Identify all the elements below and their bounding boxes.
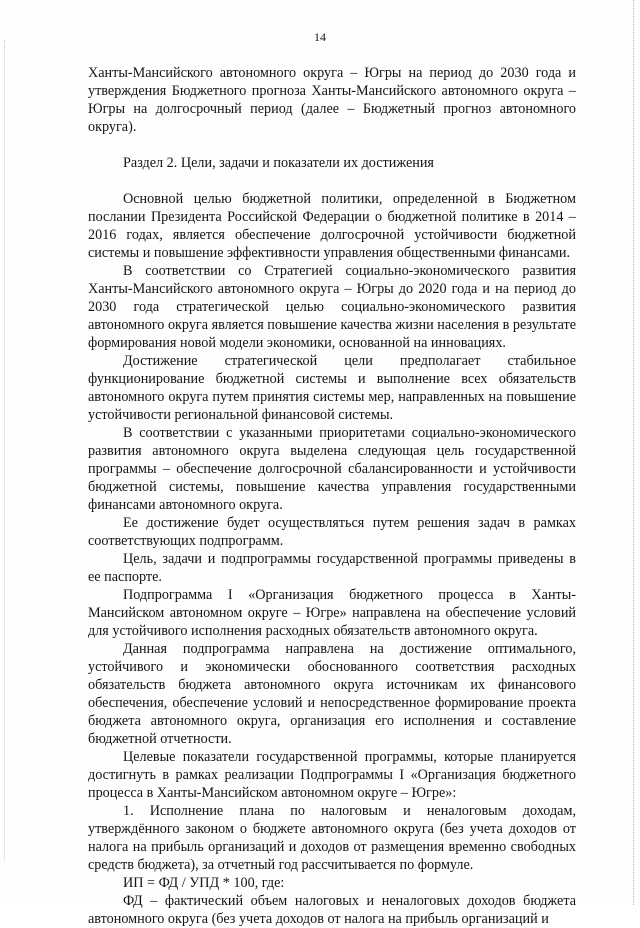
paragraph: Данная подпрограмма направлена на достижение оптимального, устойчивого и экономически обоснованного соответствия расходных обязательств бюджета автономного округа источникам их финансового обеспечения, обеспечение условий и непосредственное формирование проекта бюджета автономного округа, организация его исполнения и составление бюджетной отчетности. xyxy=(88,641,576,747)
section-heading: Раздел 2. Цели, задачи и показатели их достижения xyxy=(123,155,434,171)
paragraph: Ее достижение будет осуществляться путем решения задач в рамках соответствующих подпрограмм. xyxy=(88,515,576,549)
page-edge-left xyxy=(4,40,5,860)
paragraph-intro: Ханты-Мансийского автономного округа – Югры на период до 2030 года и утверждения Бюджетного прогноза Ханты-Мансийского автономного округа – Югры на долгосрочный период (далее – Бюджетный прогноз автономного округа). xyxy=(88,65,576,135)
paragraph: Основной целью бюджетной политики, определенной в Бюджетном послании Президента Российской Федерации о бюджетной политике в 2014 – 2016 годах, является обеспечение долгосрочной устойчивости бюджетной системы и повышение эффективности управления общественными финансами. xyxy=(88,191,576,261)
paragraph: ФД – фактический объем налоговых и неналоговых доходов бюджета автономного округа (без учета доходов от налога на прибыль организаций и xyxy=(88,893,576,927)
paragraph: Подпрограмма I «Организация бюджетного процесса в Ханты-Мансийском автономном округе – Югре» направлена на обеспечение условий для устойчивого исполнения расходных обязательств автономного округа. xyxy=(88,587,576,639)
paragraph: Целевые показатели государственной программы, которые планируется достигнуть в рамках реализации Подпрограммы I «Организация бюджетного процесса в Ханты-Мансийском автономном округе – Югре»: xyxy=(88,749,576,801)
paragraph: Достижение стратегической цели предполагает стабильное функционирование бюджетной системы и выполнение всех обязательств автономного округа путем принятия системы мер, направленных на повышение устойчивости региональной финансовой системы. xyxy=(88,353,576,423)
formula: ИП = ФД / УПД * 100, где: xyxy=(123,875,285,891)
paragraph: В соответствии с указанными приоритетами социально-экономического развития автономного округа выделена следующая цель государственной программы – обеспечение долгосрочной сбалансированности и устойчивости бюджетной системы, повышение качества управления государственными финансами автономного округа. xyxy=(88,425,576,513)
paragraph: 1. Исполнение плана по налоговым и неналоговым доходам, утверждённого законом о бюджете автономного округа (без учета доходов от налога на прибыль организаций и доходов от размещения временно свободных средств бюджета), за отчетный год рассчитывается по формуле. xyxy=(88,803,576,873)
document-body xyxy=(88,64,576,928)
paragraph: В соответствии со Стратегией социально-экономического развития Ханты-Мансийского автономного округа – Югры до 2020 года и на период до 2030 года стратегической целью социально-экономического развития автономного округа является повышение качества жизни населения в результате формирования новой модели экономики, основанной на инновациях. xyxy=(88,263,576,351)
page-number: 14 xyxy=(314,30,326,44)
page-edge-right xyxy=(633,0,634,905)
paragraph: Цель, задачи и подпрограммы государственной программы приведены в ее паспорте. xyxy=(88,551,576,585)
